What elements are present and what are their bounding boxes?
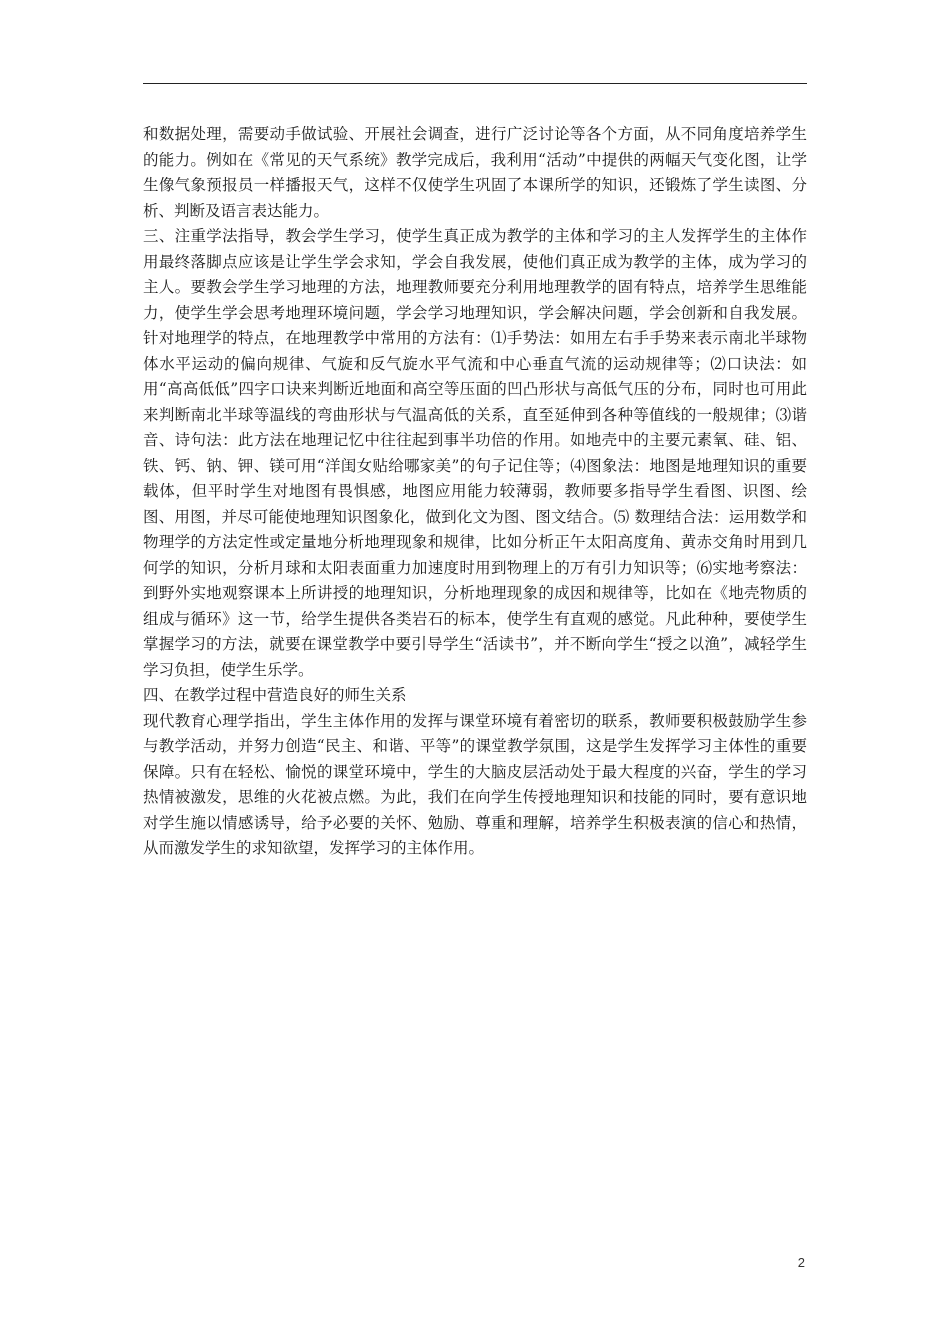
header-rule — [143, 83, 807, 84]
paragraph-continuation: 和数据处理，需要动手做试验、开展社会调查，进行广泛讨论等各个方面，从不同角度培养学生的能力。例如在《常见的天气系统》教学完成后，我利用“活动”中提供的两幅天气变化图，让学生像气象预报员一样播报天气，这样不仅使学生巩固了本课所学的知识，还锻炼了学生读图、分析、判断及语言表达能力。 — [143, 125, 807, 220]
paragraph-section-three: 三、注重学法指导，教会学生学习，使学生真正成为教学的主体和学习的主人发挥学生的主体作用最终落脚点应该是让学生学会求知，学会自我发展，使他们真正成为教学的主体，成为学习的主人。要教会学生学习地理的方法，地理教师要充分利用地理教学的固有特点，培养学生思维能力，使学生学会思考地理环境问题，学会学习地理知识，学会解决问题，学会创新和自我发展。针对地理学的特点，在地理教学中常用的方法有：⑴手势法：如用左右手手势来表示南北半球物体水平运动的偏向规律、气旋和反气旋水平气流和中心垂直气流的运动规律等；⑵口诀法：如用“高高低低”四字口诀来判断近地面和高空等压面的凹凸形状与高低气压的分布，同时也可用此来判断南北半球等温线的弯曲形状与气温高低的关系，直至延伸到各种等值线的一般规律；⑶谐音、诗句法：此方法在地理记忆中往往起到事半功倍的作用。如地壳中的主要元素氧、硅、铝、铁、钙、钠、钾、镁可用“洋闺女贴给哪家美”的句子记住等；⑷图象法：地图是地理知识的重要载体，但平时学生对地图有畏惧感，地图应用能力较薄弱，教师要多指导学生看图、识图、绘图、用图，并尽可能使地理知识图象化，做到化文为图、图文结合。⑸ 数理结合法：运用数学和物理学的方法定性或定量地分析地理现象和规律，比如分析正午太阳高度角、黄赤交角时用到几何学的知识，分析月球和太阳表面重力加速度时用到物理上的万有引力知识等；⑹实地考察法：到野外实地观察课本上所讲授的地理知识，分析地理现象的成因和规律等，比如在《地壳物质的组成与循环》这一节，给学生提供各类岩石的标本，使学生有直观的感觉。凡此种种，要使学生掌握学习的方法，就要在课堂教学中要引导学生“活读书”，并不断向学生“授之以渔”，减轻学生学习负担，使学生乐学。 — [143, 227, 807, 679]
paragraph-section-four: 现代教育心理学指出，学生主体作用的发挥与课堂环境有着密切的联系，教师要积极鼓励学生参与教学活动，并努力创造“民主、和谐、平等”的课堂教学氛围，这是学生发挥学习主体性的重要保障。只有在轻松、愉悦的课堂环境中，学生的大脑皮层活动处于最大程度的兴奋，学生的学习热情被激发，思维的火花被点燃。为此，我们在向学生传授地理知识和技能的同时，要有意识地对学生施以情感诱导，给予必要的关怀、勉励、尊重和理解，培养学生积极表演的信心和热情，从而激发学生的求知欲望，发挥学习的主体作用。 — [143, 711, 807, 857]
section-heading-four: 四、在教学过程中营造良好的师生关系 — [143, 686, 407, 704]
body-text — [143, 122, 807, 862]
page-number: 2 — [797, 1255, 805, 1270]
